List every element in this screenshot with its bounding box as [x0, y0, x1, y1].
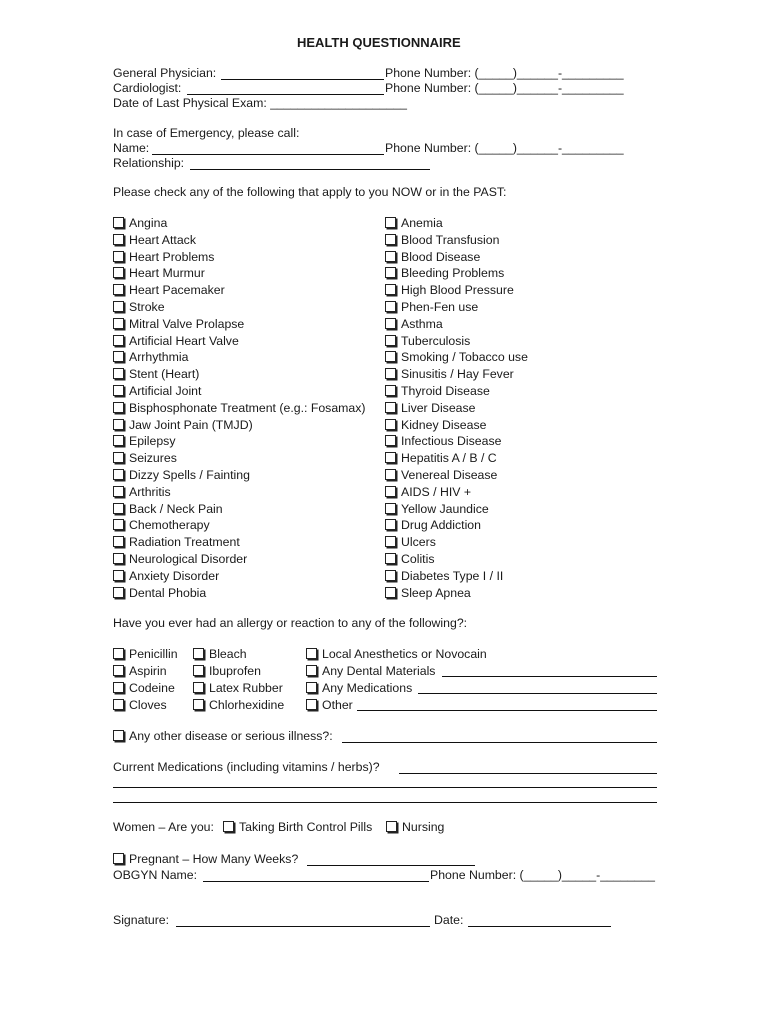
checkbox-icon[interactable] [193, 665, 204, 676]
other-disease-field[interactable] [342, 742, 657, 743]
checkbox-item-venereal-disease[interactable] [385, 468, 497, 482]
checkbox-label: Yellow Jaundice [401, 502, 489, 516]
nursing-item[interactable] [386, 820, 444, 834]
cardiologist-label: Cardiologist: [113, 81, 182, 95]
checkbox-item-artificial-joint[interactable] [113, 384, 201, 398]
checkbox-icon[interactable] [385, 587, 396, 598]
checkbox-label: Bleach [209, 647, 247, 661]
pregnant-label: Pregnant – How Many Weeks? [129, 852, 299, 866]
checkbox-icon[interactable] [385, 284, 396, 295]
checkbox-item-anemia[interactable] [385, 216, 443, 230]
checkbox-item-drug-addiction[interactable] [385, 518, 481, 532]
pregnant-item[interactable] [113, 852, 298, 866]
checkbox-item-any-dental-materials[interactable] [306, 664, 435, 678]
checkbox-item-mitral-valve-prolapse[interactable] [113, 317, 244, 331]
checkbox-label: Arthritis [129, 485, 171, 499]
checkbox-icon[interactable] [113, 519, 124, 530]
checkbox-label: Arrhythmia [129, 350, 189, 364]
checkbox-label: Seizures [129, 451, 177, 465]
checkbox-icon[interactable] [385, 452, 396, 463]
checkbox-label: Chemotherapy [129, 518, 210, 532]
checkbox-icon[interactable] [113, 301, 124, 312]
checkbox-icon[interactable] [385, 435, 396, 446]
checkbox-item-chemotherapy[interactable] [113, 518, 210, 532]
checkbox-label: Latex Rubber [209, 681, 283, 695]
general-physician-field[interactable] [221, 79, 384, 80]
checkbox-label: Colitis [401, 552, 435, 566]
general-physician-label: General Physician: [113, 66, 217, 80]
checkbox-icon[interactable] [113, 648, 124, 659]
checkbox-item-blood-disease[interactable] [385, 250, 480, 264]
checkbox-label: Diabetes Type I / II [401, 569, 504, 583]
checkbox-item-other[interactable] [306, 698, 353, 712]
checkbox-icon[interactable] [113, 419, 124, 430]
checkbox-item-phen-fen-use[interactable] [385, 300, 478, 314]
checkbox-label: Epilepsy [129, 434, 176, 448]
checkbox-icon[interactable] [385, 419, 396, 430]
checkbox-item-yellow-jaundice[interactable] [385, 502, 489, 516]
nursing-label: Nursing [402, 820, 445, 834]
allergy-prompt: Have you ever had an allergy or reaction to any of the following?: [113, 616, 468, 630]
checkbox-item-jaw-joint-pain-tmjd[interactable] [113, 418, 253, 432]
checkbox-label: Dental Phobia [129, 586, 207, 600]
checkbox-icon[interactable] [113, 284, 124, 295]
checkbox-icon[interactable] [113, 503, 124, 514]
checkbox-label: Drug Addiction [401, 518, 481, 532]
obgyn-phone: Phone Number: (_____)_____-________ [430, 868, 655, 882]
checkbox-label: Stent (Heart) [129, 367, 200, 381]
checkbox-icon[interactable] [113, 730, 124, 741]
checkbox-icon[interactable] [385, 267, 396, 278]
checkbox-label: Liver Disease [401, 401, 476, 415]
checkbox-item-smoking-tobacco-use[interactable] [385, 350, 528, 364]
checkbox-label: Stroke [129, 300, 165, 314]
checkbox-label: Aspirin [129, 664, 167, 678]
obgyn-label: OBGYN Name: [113, 868, 198, 882]
checkbox-item-artificial-heart-valve[interactable] [113, 334, 239, 348]
checkbox-label: Thyroid Disease [401, 384, 490, 398]
checkbox-item-asthma[interactable] [385, 317, 443, 331]
phone-number-2: Phone Number: (_____)______-_________ [385, 81, 624, 95]
checkbox-item-epilepsy[interactable] [113, 434, 175, 448]
relationship-field[interactable] [190, 169, 430, 170]
medications-field[interactable] [418, 693, 657, 694]
checkbox-label: Tuberculosis [401, 334, 471, 348]
checkbox-item-latex-rubber[interactable] [193, 681, 283, 695]
checkbox-label: Bisphosphonate Treatment (e.g.: Fosamax) [129, 401, 366, 415]
current-meds-field-2[interactable] [113, 787, 657, 788]
checkbox-item-arthritis[interactable] [113, 485, 171, 499]
emergency-intro: In case of Emergency, please call: [113, 126, 300, 140]
checkbox-item-back-neck-pain[interactable] [113, 502, 223, 516]
signature-field[interactable] [176, 926, 430, 927]
checkbox-item-angina[interactable] [113, 216, 167, 230]
checkbox-item-heart-murmur[interactable] [113, 266, 205, 280]
checkbox-item-diabetes-type-i-ii[interactable] [385, 569, 503, 583]
checkbox-label: Ibuprofen [209, 664, 261, 678]
cardiologist-field[interactable] [187, 94, 384, 95]
checkbox-icon[interactable] [385, 385, 396, 396]
checkbox-label: Heart Problems [129, 250, 215, 264]
checkbox-label: Chlorhexidine [209, 698, 285, 712]
checkbox-icon[interactable] [113, 267, 124, 278]
last-physical-exam-label[interactable]: Date of Last Physical Exam: ____________________ [113, 96, 407, 110]
checkbox-label: Venereal Disease [401, 468, 498, 482]
checkbox-label: Penicillin [129, 647, 178, 661]
checkbox-label: Any Dental Materials [322, 664, 436, 678]
checkbox-item-infectious-disease[interactable] [385, 434, 501, 448]
checkbox-icon[interactable] [385, 553, 396, 564]
checkbox-item-thyroid-disease[interactable] [385, 384, 490, 398]
checkbox-item-local-anesthetics-or-novocain[interactable] [306, 647, 487, 661]
checkbox-icon[interactable] [385, 519, 396, 530]
checkbox-icon[interactable] [385, 486, 396, 497]
checkbox-item-codeine[interactable] [113, 681, 175, 695]
checkbox-label: Any Medications [322, 681, 413, 695]
checkbox-item-radiation-treatment[interactable] [113, 535, 240, 549]
phone-number-1: Phone Number: (_____)______-_________ [385, 66, 624, 80]
checkbox-label: Artificial Heart Valve [129, 334, 239, 348]
checkbox-icon[interactable] [113, 536, 124, 547]
checkbox-label: Blood Disease [401, 250, 481, 264]
emergency-phone: Phone Number: (_____)______-_________ [385, 141, 624, 155]
checkbox-icon[interactable] [113, 682, 124, 693]
checkbox-label: Angina [129, 216, 168, 230]
checkbox-item-chlorhexidine[interactable] [193, 698, 284, 712]
checkbox-label: Phen-Fen use [401, 300, 479, 314]
checkbox-label: Heart Attack [129, 233, 196, 247]
checkbox-item-tuberculosis[interactable] [385, 334, 470, 348]
obgyn-name-field[interactable] [203, 881, 429, 882]
checkbox-icon[interactable] [385, 234, 396, 245]
checkbox-label: High Blood Pressure [401, 283, 514, 297]
checkbox-label: AIDS / HIV + [401, 485, 472, 499]
checkbox-label: Anxiety Disorder [129, 569, 220, 583]
checkbox-icon[interactable] [385, 368, 396, 379]
checkbox-item-stroke[interactable] [113, 300, 165, 314]
checkbox-icon[interactable] [306, 648, 317, 659]
checkbox-icon[interactable] [113, 335, 124, 346]
checkbox-icon[interactable] [113, 234, 124, 245]
checkbox-item-seizures[interactable] [113, 451, 177, 465]
checkbox-item-blood-transfusion[interactable] [385, 233, 499, 247]
pregnant-weeks-field[interactable] [307, 865, 475, 866]
checkbox-label: Sleep Apnea [401, 586, 471, 600]
checkbox-icon[interactable] [113, 402, 124, 413]
checkbox-item-aspirin[interactable] [113, 664, 167, 678]
checkbox-label: Other [322, 698, 353, 712]
checkbox-label: Hepatitis A / B / C [401, 451, 497, 465]
page-title: HEALTH QUESTIONNAIRE [297, 35, 461, 50]
checkbox-item-ulcers[interactable] [385, 535, 436, 549]
current-meds-field-3[interactable] [113, 802, 657, 803]
checkbox-icon[interactable] [113, 853, 124, 864]
checkbox-icon[interactable] [385, 318, 396, 329]
checkbox-label: Heart Pacemaker [129, 283, 225, 297]
checkbox-icon[interactable] [113, 251, 124, 262]
checkbox-icon[interactable] [385, 301, 396, 312]
checkbox-icon[interactable] [385, 335, 396, 346]
other-allergy-field[interactable] [357, 710, 657, 711]
checkbox-icon[interactable] [113, 570, 124, 581]
checkbox-icon[interactable] [306, 665, 317, 676]
checkbox-item-bisphosphonate-treatment-e-g-fosamax[interactable] [113, 401, 366, 415]
checkbox-icon[interactable] [385, 402, 396, 413]
checkbox-item-high-blood-pressure[interactable] [385, 283, 514, 297]
checkbox-icon[interactable] [113, 452, 124, 463]
checkbox-icon[interactable] [306, 682, 317, 693]
dental-materials-field[interactable] [442, 676, 657, 677]
checkbox-icon[interactable] [113, 435, 124, 446]
checkbox-label: Smoking / Tobacco use [401, 350, 528, 364]
checkbox-icon[interactable] [193, 699, 204, 710]
relationship-label: Relationship: [113, 156, 185, 170]
checkbox-label: Mitral Valve Prolapse [129, 317, 245, 331]
checkbox-icon[interactable] [113, 553, 124, 564]
checkbox-item-heart-pacemaker[interactable] [113, 283, 225, 297]
checkbox-item-colitis[interactable] [385, 552, 434, 566]
checkbox-label: Radiation Treatment [129, 535, 240, 549]
checkbox-icon[interactable] [193, 648, 204, 659]
checkbox-label: Ulcers [401, 535, 436, 549]
checkbox-item-penicillin[interactable] [113, 647, 178, 661]
checkbox-icon[interactable] [386, 821, 397, 832]
checkbox-item-hepatitis-a-b-c[interactable] [385, 451, 497, 465]
checkbox-item-heart-problems[interactable] [113, 250, 214, 264]
emergency-name-label: Name: [113, 141, 150, 155]
checkbox-item-any-medications[interactable] [306, 681, 412, 695]
checkbox-icon[interactable] [385, 536, 396, 547]
checkbox-icon[interactable] [113, 587, 124, 598]
checkbox-icon[interactable] [113, 469, 124, 480]
checkbox-item-kidney-disease[interactable] [385, 418, 486, 432]
checkbox-item-arrhythmia[interactable] [113, 350, 188, 364]
checkbox-label: Neurological Disorder [129, 552, 248, 566]
birth-control-label: Taking Birth Control Pills [239, 820, 373, 834]
checkbox-icon[interactable] [385, 570, 396, 581]
checkbox-icon[interactable] [223, 821, 234, 832]
checkbox-label: Cloves [129, 698, 167, 712]
checkbox-label: Artificial Joint [129, 384, 202, 398]
checkbox-label: Anemia [401, 216, 443, 230]
checkbox-label: Codeine [129, 681, 175, 695]
checkbox-label: Sinusitis / Hay Fever [401, 367, 514, 381]
other-disease-item[interactable] [113, 729, 333, 743]
checkbox-icon[interactable] [385, 503, 396, 514]
checkbox-icon[interactable] [113, 318, 124, 329]
checkbox-item-stent-heart[interactable] [113, 367, 199, 381]
birth-control-item[interactable] [223, 820, 372, 834]
checkbox-item-bleeding-problems[interactable] [385, 266, 504, 280]
checkbox-icon[interactable] [385, 351, 396, 362]
current-meds-field-1[interactable] [399, 773, 657, 774]
date-label: Date: [434, 913, 464, 927]
date-field[interactable] [468, 926, 611, 927]
checkbox-label: Asthma [401, 317, 443, 331]
signature-label: Signature: [113, 913, 170, 927]
checkbox-icon[interactable] [113, 351, 124, 362]
checkbox-label: Back / Neck Pain [129, 502, 223, 516]
other-disease-label: Any other disease or serious illness?: [129, 729, 333, 743]
checkbox-item-sinusitis-hay-fever[interactable] [385, 367, 514, 381]
checkbox-item-dental-phobia[interactable] [113, 586, 206, 600]
checkbox-icon[interactable] [385, 251, 396, 262]
checkbox-icon[interactable] [385, 469, 396, 480]
checkbox-icon[interactable] [385, 217, 396, 228]
checkbox-item-liver-disease[interactable] [385, 401, 476, 415]
checkbox-label: Kidney Disease [401, 418, 487, 432]
checkbox-label: Blood Transfusion [401, 233, 500, 247]
checkbox-label: Heart Murmur [129, 266, 205, 280]
checkbox-label: Infectious Disease [401, 434, 502, 448]
checkbox-icon[interactable] [306, 699, 317, 710]
checkbox-icon[interactable] [113, 217, 124, 228]
checkbox-item-anxiety-disorder[interactable] [113, 569, 219, 583]
emergency-name-field[interactable] [152, 154, 384, 155]
checkbox-icon[interactable] [113, 699, 124, 710]
conditions-prompt: Please check any of the following that apply to you NOW or in the PAST: [113, 185, 507, 199]
checkbox-icon[interactable] [113, 368, 124, 379]
checkbox-item-sleep-apnea[interactable] [385, 586, 471, 600]
checkbox-label: Dizzy Spells / Fainting [129, 468, 250, 482]
checkbox-item-neurological-disorder[interactable] [113, 552, 247, 566]
checkbox-icon[interactable] [113, 665, 124, 676]
checkbox-label: Local Anesthetics or Novocain [322, 647, 487, 661]
checkbox-icon[interactable] [113, 385, 124, 396]
checkbox-item-aids-hiv[interactable] [385, 485, 471, 499]
checkbox-item-heart-attack[interactable] [113, 233, 196, 247]
checkbox-item-bleach[interactable] [193, 647, 247, 661]
checkbox-icon[interactable] [193, 682, 204, 693]
checkbox-item-ibuprofen[interactable] [193, 664, 261, 678]
checkbox-label: Bleeding Problems [401, 266, 505, 280]
checkbox-item-dizzy-spells-fainting[interactable] [113, 468, 250, 482]
women-label: Women – Are you: [113, 820, 214, 834]
checkbox-label: Jaw Joint Pain (TMJD) [129, 418, 253, 432]
checkbox-icon[interactable] [113, 486, 124, 497]
checkbox-item-cloves[interactable] [113, 698, 167, 712]
current-meds-label: Current Medications (including vitamins / herbs)? [113, 760, 380, 774]
